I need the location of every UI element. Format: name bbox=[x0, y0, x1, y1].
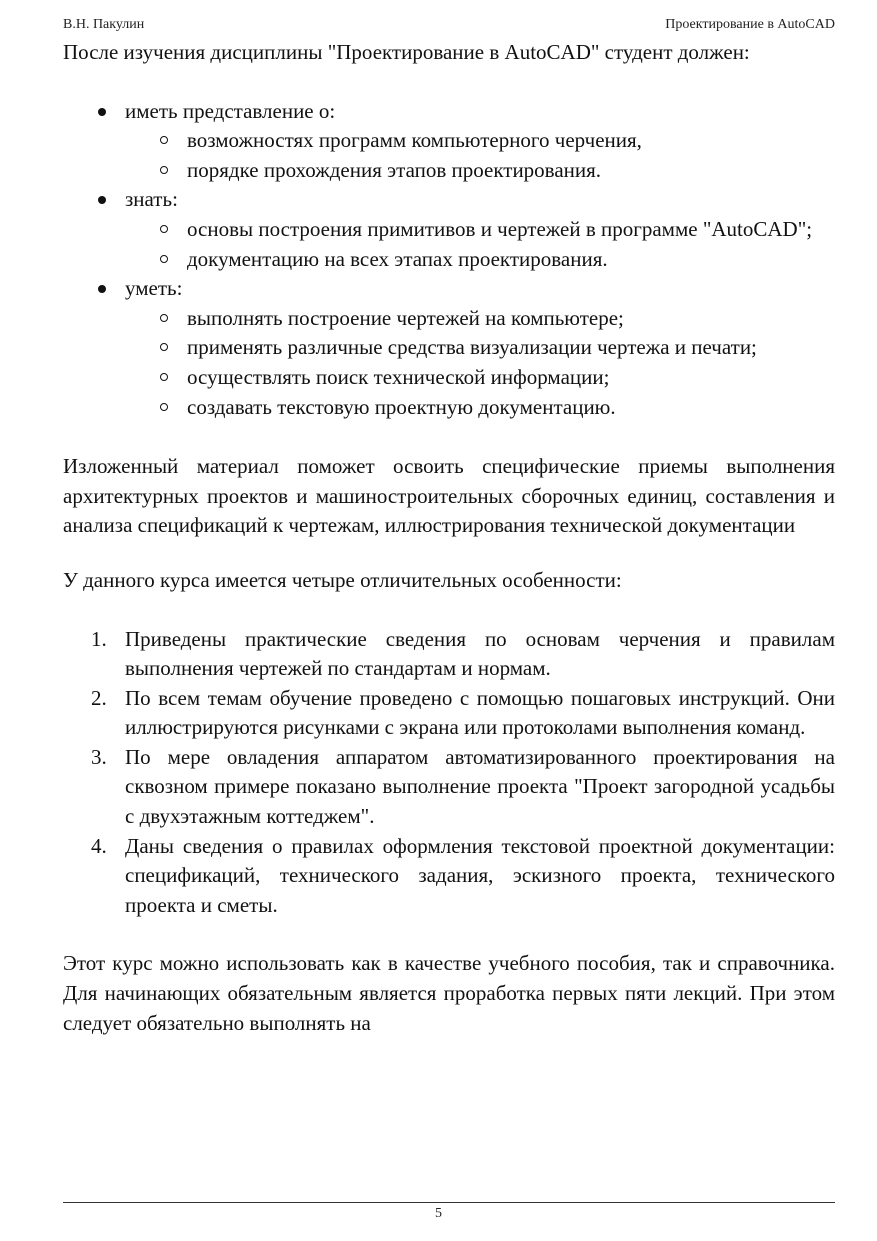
requirement-sublist bbox=[125, 304, 835, 422]
requirement-item-text: создавать текстовую проектную документацию. bbox=[187, 394, 616, 419]
requirement-item bbox=[187, 215, 835, 245]
feature-item bbox=[91, 625, 835, 684]
requirement-item bbox=[187, 126, 835, 156]
requirement-label: иметь представление о: bbox=[125, 98, 336, 123]
feature-text: Даны сведения о правилах оформления текстовой проектной документации: спецификаций, технического задания, эскизного проекта, технического проекта и сметы. bbox=[125, 833, 835, 917]
requirement-item bbox=[187, 245, 835, 275]
requirement-item bbox=[187, 363, 835, 393]
feature-number: 2. bbox=[91, 685, 107, 710]
requirement-group bbox=[125, 274, 835, 422]
requirement-item bbox=[187, 156, 835, 186]
requirement-item bbox=[187, 393, 835, 423]
feature-item bbox=[91, 832, 835, 921]
hollow-bullet-icon bbox=[160, 403, 168, 411]
requirement-item-text: применять различные средства визуализации чертежа и печати; bbox=[187, 335, 757, 360]
requirement-sublist bbox=[125, 126, 835, 185]
hollow-bullet-icon bbox=[160, 314, 168, 322]
requirement-item-text: порядке прохождения этапов проектирования. bbox=[187, 157, 602, 182]
filled-bullet-icon bbox=[98, 108, 106, 116]
feature-text: По мере овладения аппаратом автоматизированного проектирования на сквозном примере показано выполнение проекта "Проект загородной усадьбы с двухэтажным коттеджем". bbox=[125, 744, 835, 829]
page-number: 5 bbox=[435, 1206, 442, 1221]
feature-number: 4. bbox=[91, 833, 107, 858]
feature-text: По всем темам обучение проведено с помощью пошаговых инструкций. Они иллюстрируются рисунками с экрана или протоколами выполнения команд. bbox=[125, 685, 835, 740]
requirement-label: знать: bbox=[125, 187, 178, 212]
page-body bbox=[63, 38, 835, 1038]
requirement-item bbox=[187, 333, 835, 363]
hollow-bullet-icon bbox=[160, 373, 168, 381]
requirement-item-text: осуществлять поиск технической информации; bbox=[187, 364, 610, 389]
requirement-item-text: документацию на всех этапах проектирования. bbox=[187, 246, 608, 271]
requirements-list bbox=[63, 97, 835, 423]
header-title: Проектирование в AutoCAD bbox=[665, 17, 835, 32]
header-author: В.Н. Пакулин bbox=[63, 17, 145, 32]
requirement-label: уметь: bbox=[125, 276, 183, 301]
hollow-bullet-icon bbox=[160, 255, 168, 263]
hollow-bullet-icon bbox=[160, 225, 168, 233]
hollow-bullet-icon bbox=[160, 343, 168, 351]
feature-number: 3. bbox=[91, 744, 107, 769]
filled-bullet-icon bbox=[98, 285, 106, 293]
requirement-sublist bbox=[125, 215, 835, 274]
requirement-item-text: основы построения примитивов и чертежей в программе "AutoCAD"; bbox=[187, 216, 813, 241]
hollow-bullet-icon bbox=[160, 136, 168, 144]
feature-number: 1. bbox=[91, 626, 107, 651]
requirement-group bbox=[125, 185, 835, 274]
course-intro-paragraph: У данного курса имеется четыре отличительных особенности: bbox=[63, 567, 622, 592]
closing-paragraph: Этот курс можно использовать как в качестве учебного пособия, так и справочника. Для начинающих обязательным является проработка первых пяти лекций. При этом следует обязательно выполнять на bbox=[63, 951, 835, 1035]
requirement-item bbox=[187, 304, 835, 334]
material-paragraph: Изложенный материал поможет освоить специфические приемы выполнения архитектурных проектов и машиностроительных сборочных единиц, составления и анализа спецификаций к чертежам, иллюстрирования технической документации bbox=[63, 454, 835, 538]
intro-paragraph: После изучения дисциплины "Проектирование в AutoCAD" студент должен: bbox=[63, 40, 750, 64]
feature-item bbox=[91, 684, 835, 743]
feature-text: Приведены практические сведения по основам черчения и правилам выполнения чертежей по стандартам и нормам. bbox=[125, 626, 835, 681]
requirement-group bbox=[125, 97, 835, 186]
running-header bbox=[63, 16, 835, 34]
filled-bullet-icon bbox=[98, 196, 106, 204]
features-list bbox=[63, 625, 835, 921]
requirement-item-text: выполнять построение чертежей на компьютере; bbox=[187, 305, 624, 330]
hollow-bullet-icon bbox=[160, 166, 168, 174]
feature-item bbox=[91, 743, 835, 832]
requirement-item-text: возможностях программ компьютерного черчения, bbox=[187, 128, 642, 153]
footer-divider bbox=[63, 1202, 835, 1203]
